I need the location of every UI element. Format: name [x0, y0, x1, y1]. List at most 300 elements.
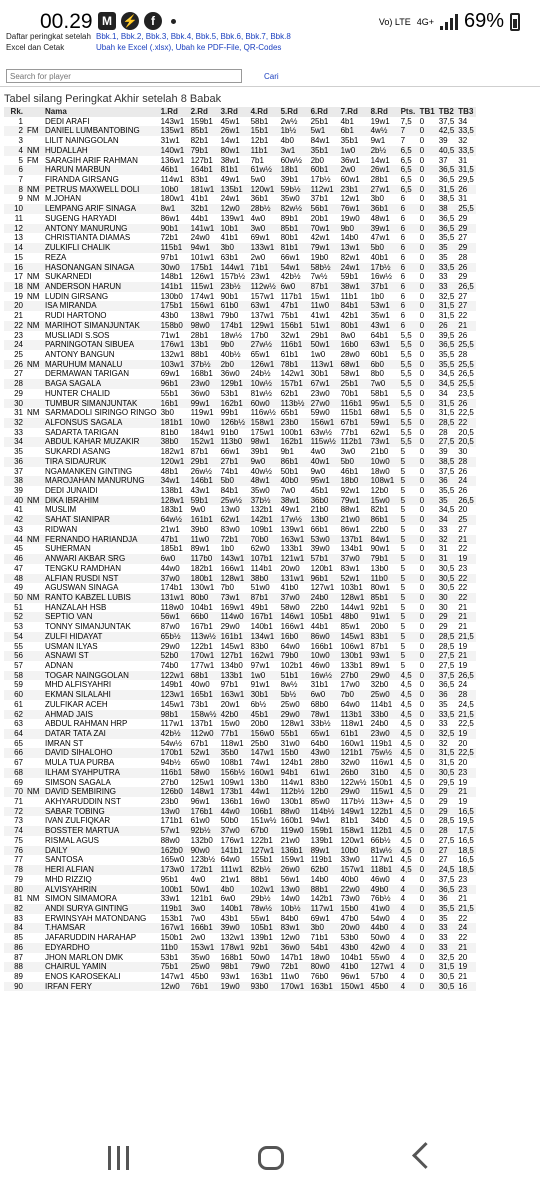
- table-cell: 0: [419, 699, 425, 709]
- table-cell: 4,5: [400, 777, 412, 787]
- player-name: ADNAN: [45, 660, 74, 670]
- table-cell: 0: [419, 243, 425, 253]
- rankings-links[interactable]: Bbk.1, Bbk.2, Bbk.3, Bbk.4, Bbk.5, Bbk.6, Bbk.7, Bbk.8: [96, 32, 291, 41]
- table-cell: 128w1: [160, 495, 185, 505]
- column-header: Rk.: [4, 107, 25, 117]
- table-cell: 36,5: [438, 340, 455, 350]
- table-cell: 5,5: [400, 398, 412, 408]
- table-row: [4, 894, 476, 904]
- table-cell: 33,5: [458, 145, 474, 155]
- table-cell: 163b1: [250, 971, 273, 981]
- table-cell: 17,5: [458, 826, 474, 836]
- table-cell: 144w1: [340, 602, 365, 612]
- table-cell: [25, 204, 43, 214]
- table-cell: 132w1: [220, 933, 245, 943]
- table-cell: 86b1: [370, 515, 389, 525]
- table-cell: 0: [419, 729, 425, 738]
- table-cell: 4: [400, 952, 406, 962]
- table-cell: 18w½: [220, 330, 242, 340]
- table-cell: 112w0: [190, 729, 214, 738]
- table-cell: 63: [14, 719, 23, 729]
- player-name: ABDUL RAHMAN HRP: [45, 719, 128, 729]
- player-name: SUGENG HARYADI: [45, 213, 117, 223]
- table-cell: 142w1: [280, 369, 305, 379]
- player-name: SUHERMAN: [45, 544, 91, 554]
- table-cell: 120w1: [340, 835, 365, 845]
- table-cell: 114w0: [220, 612, 244, 622]
- table-row: [4, 914, 476, 924]
- table-cell: 23b0: [160, 797, 179, 807]
- table-cell: 102b1: [280, 660, 303, 670]
- table-cell: 41: [14, 505, 23, 515]
- table-cell: 59w0: [310, 408, 330, 418]
- table-cell: 55: [14, 641, 23, 651]
- table-cell: 24: [458, 680, 468, 690]
- table-cell: [25, 214, 43, 224]
- table-cell: 24b0: [310, 592, 329, 602]
- table-cell: 16w0: [250, 797, 270, 807]
- table-cell: 31,5: [438, 748, 455, 758]
- table-cell: 61: [14, 699, 23, 709]
- table-cell: 107b1: [250, 554, 273, 564]
- table-cell: 33w1: [160, 894, 180, 904]
- table-cell: 54b1: [310, 942, 329, 952]
- table-cell: 52w1: [340, 573, 360, 583]
- table-cell: [25, 855, 43, 865]
- table-cell: 6: [400, 213, 406, 223]
- table-cell: 130b0: [160, 291, 183, 301]
- table-cell: 26: [14, 359, 23, 369]
- player-name: ZULFI HIDAYAT: [45, 631, 103, 641]
- table-cell: 80b0: [190, 592, 209, 602]
- table-cell: 6w0: [280, 281, 296, 291]
- table-cell: 79: [14, 874, 23, 884]
- table-cell: 81w½: [370, 845, 392, 855]
- table-cell: 2w½: [280, 116, 298, 126]
- search-button[interactable]: Cari: [264, 71, 279, 81]
- table-cell: 0: [419, 388, 425, 398]
- table-cell: 15: [14, 252, 23, 262]
- table-cell: 162w1: [250, 651, 275, 661]
- table-cell: 33: [438, 933, 448, 943]
- table-cell: 34: [14, 437, 23, 447]
- table-row: [4, 136, 476, 146]
- table-cell: 72b1: [220, 534, 239, 544]
- column-header: 5.Rd: [279, 107, 309, 117]
- table-row: [4, 875, 476, 885]
- table-cell: 28: [458, 456, 468, 466]
- table-cell: 0: [419, 126, 425, 136]
- table-cell: 29w0: [370, 670, 390, 680]
- table-cell: 0: [419, 534, 425, 544]
- table-cell: 60w0: [250, 398, 270, 408]
- table-cell: 0: [419, 301, 425, 311]
- table-cell: 93b0: [250, 981, 269, 991]
- table-cell: [25, 437, 43, 447]
- table-cell: 2w0: [250, 252, 266, 262]
- table-cell: 28: [458, 349, 468, 359]
- table-cell: 9: [18, 194, 23, 204]
- table-cell: 29: [438, 787, 448, 797]
- table-cell: 0: [419, 894, 425, 904]
- table-cell: [25, 243, 43, 253]
- table-row: [4, 175, 476, 185]
- table-cell: 113b0: [220, 437, 243, 447]
- table-cell: [25, 923, 43, 933]
- table-cell: [25, 331, 43, 341]
- recent-apps-button[interactable]: [108, 1146, 129, 1170]
- table-cell: 21: [458, 612, 468, 622]
- table-cell: 81b1: [220, 165, 239, 175]
- table-cell: 64b0: [310, 738, 329, 748]
- table-cell: 29,5: [438, 777, 455, 787]
- table-cell: 36,5: [438, 884, 455, 894]
- table-cell: 4,5: [400, 748, 412, 758]
- player-name: AGUSWAN SINAGA: [45, 583, 119, 593]
- table-cell: 0: [419, 962, 425, 972]
- table-cell: 6: [400, 262, 406, 272]
- table-cell: 39w0: [310, 544, 330, 554]
- table-cell: 117b1: [280, 291, 303, 301]
- table-cell: 83: [14, 913, 23, 923]
- table-cell: 0: [419, 281, 425, 291]
- table-cell: 117w1: [310, 903, 334, 913]
- table-cell: 19: [458, 660, 468, 670]
- table-cell: 38b0: [160, 437, 179, 447]
- table-cell: 37b½: [190, 359, 211, 369]
- table-row: [4, 340, 476, 350]
- table-cell: [25, 399, 43, 409]
- table-cell: 4,5: [400, 729, 412, 738]
- table-cell: [25, 739, 43, 749]
- table-cell: 143w1: [220, 554, 245, 564]
- table-row: [4, 117, 476, 127]
- table-cell: 12b0: [310, 787, 329, 797]
- table-cell: 0: [419, 981, 425, 991]
- table-cell: 87: [14, 952, 23, 962]
- table-cell: 37: [14, 466, 23, 476]
- table-cell: 36,5: [438, 680, 455, 690]
- table-cell: 33: [438, 272, 448, 282]
- table-cell: [25, 583, 43, 593]
- table-cell: 79w1: [310, 243, 330, 253]
- table-cell: 160b1: [280, 816, 303, 826]
- table-cell: 4,5: [400, 787, 412, 797]
- player-name: DAILY: [45, 845, 68, 855]
- table-cell: 0: [419, 476, 425, 486]
- player-name: SAHAT SIANIPAR: [45, 515, 110, 525]
- table-cell: [25, 136, 43, 146]
- table-cell: 56w1: [160, 612, 180, 622]
- table-cell: 36,5: [438, 165, 455, 175]
- table-cell: 0: [419, 806, 425, 816]
- table-cell: 27,5: [438, 835, 455, 845]
- table-cell: 4,5: [400, 690, 412, 700]
- table-cell: 18: [14, 281, 23, 291]
- home-button[interactable]: [258, 1146, 284, 1170]
- table-cell: 121b1: [190, 894, 213, 904]
- table-cell: 6: [400, 272, 406, 282]
- table-cell: 38,5: [438, 456, 455, 466]
- table-row: [4, 379, 476, 389]
- table-cell: 180b1: [190, 573, 213, 583]
- table-cell: 121b1: [340, 748, 363, 758]
- table-cell: 43b0: [340, 942, 359, 952]
- table-cell: 128w1: [280, 719, 305, 729]
- table-cell: 0: [419, 447, 425, 457]
- table-cell: 11b1: [340, 291, 358, 301]
- table-cell: 1w0: [250, 670, 266, 680]
- table-cell: 60w1: [340, 175, 360, 185]
- table-cell: 26w1: [220, 126, 240, 136]
- table-cell: 136w1: [160, 155, 185, 165]
- table-cell: 17: [14, 272, 23, 282]
- table-cell: 181b1: [160, 418, 183, 427]
- table-cell: 132b0: [190, 835, 213, 845]
- table-cell: 32b0: [370, 680, 389, 690]
- player-name: TOGAR NAINGGOLAN: [45, 670, 129, 680]
- table-cell: 26: [458, 466, 468, 476]
- table-cell: 176w1: [160, 340, 185, 350]
- table-cell: 22: [14, 320, 23, 330]
- table-cell: 45b1: [250, 709, 269, 719]
- table-cell: 0: [419, 660, 425, 670]
- table-cell: 121w1: [280, 554, 305, 564]
- table-cell: 19,5: [458, 816, 474, 826]
- battery-level: 69%: [463, 10, 504, 32]
- table-cell: 13w1: [340, 243, 360, 253]
- table-cell: 30,5: [438, 767, 455, 777]
- table-cell: 22: [458, 913, 468, 923]
- table-cell: 0: [419, 408, 425, 418]
- table-cell: 28,5: [438, 641, 455, 651]
- table-cell: 24b½: [250, 369, 271, 379]
- table-cell: [25, 457, 43, 467]
- table-cell: 50: [14, 592, 23, 602]
- table-cell: 3b0: [220, 243, 234, 253]
- table-cell: 31,5: [458, 165, 474, 175]
- table-cell: 30w0: [160, 262, 180, 272]
- table-cell: 70: [14, 787, 23, 797]
- table-cell: 75b1: [160, 962, 179, 972]
- table-cell: 18b1: [280, 165, 299, 175]
- table-cell: [25, 865, 43, 875]
- player-name: MARUHUM MANALU: [45, 359, 123, 369]
- table-cell: 0: [419, 116, 425, 126]
- table-cell: 4,5: [400, 826, 412, 836]
- table-cell: 113b1: [340, 709, 363, 719]
- table-cell: NM: [27, 320, 40, 330]
- table-cell: [25, 797, 43, 807]
- table-cell: 6: [400, 194, 406, 204]
- search-input[interactable]: [6, 69, 242, 83]
- table-cell: 29w0: [340, 787, 360, 797]
- table-cell: 61b1: [280, 349, 299, 359]
- player-name: SADARTA TARIGAN: [45, 427, 119, 437]
- table-cell: 33,5: [438, 709, 455, 719]
- table-cell: 133b1: [220, 670, 243, 680]
- table-row: [4, 758, 476, 768]
- table-cell: 92b½: [190, 826, 211, 836]
- table-row: [4, 515, 476, 525]
- table-row: [4, 282, 476, 292]
- table-cell: 49: [14, 583, 23, 593]
- table-cell: 88: [14, 962, 23, 972]
- table-cell: 9w0: [250, 456, 266, 466]
- table-cell: 27: [438, 855, 448, 865]
- table-cell: 0: [419, 427, 425, 437]
- table-cell: 5,5: [400, 388, 412, 398]
- table-cell: 97b1: [160, 252, 179, 262]
- table-cell: 81b0: [160, 427, 179, 437]
- table-cell: 40w1: [310, 456, 330, 466]
- player-name: HARUN MARBUN: [45, 165, 111, 175]
- table-cell: 4: [400, 981, 406, 991]
- table-cell: 21: [458, 622, 468, 632]
- table-cell: [25, 263, 43, 273]
- table-cell: 37,5: [438, 466, 455, 476]
- table-cell: 25b0: [250, 738, 269, 748]
- table-cell: 20: [458, 952, 468, 962]
- table-cell: 95w1: [310, 476, 330, 486]
- table-cell: 156b½: [220, 767, 246, 777]
- table-cell: 47: [14, 563, 23, 573]
- table-cell: 55b1: [160, 388, 179, 398]
- table-cell: [25, 719, 43, 729]
- table-cell: 84: [14, 923, 23, 933]
- table-cell: 62: [14, 709, 23, 719]
- table-cell: 41w0: [370, 903, 390, 913]
- table-row: [4, 826, 476, 836]
- table-cell: 51b1: [280, 670, 299, 680]
- table-cell: 48: [14, 573, 23, 583]
- table-cell: 5,5: [400, 408, 412, 418]
- table-cell: 29: [438, 797, 448, 807]
- table-cell: 76b½: [370, 894, 391, 904]
- table-cell: 14w0: [280, 894, 300, 904]
- table-cell: [25, 758, 43, 768]
- table-cell: 0: [419, 680, 425, 690]
- table-cell: 167w1: [160, 923, 185, 933]
- table-cell: 123b½: [190, 855, 216, 865]
- table-row: [4, 457, 476, 467]
- table-cell: 33,5: [458, 126, 474, 136]
- table-cell: [25, 574, 43, 584]
- table-cell: 85b1: [190, 126, 209, 136]
- table-cell: 31b1: [310, 680, 329, 690]
- table-cell: 74b0: [160, 660, 179, 670]
- table-cell: 37w0: [160, 573, 180, 583]
- table-cell: 34: [458, 116, 468, 126]
- table-cell: 57b1: [310, 554, 329, 564]
- table-cell: 68b0: [310, 699, 329, 709]
- table-cell: 22b0: [310, 602, 329, 612]
- table-cell: 54w0: [370, 913, 390, 923]
- table-cell: 86b1: [280, 456, 299, 466]
- table-row: [4, 369, 476, 379]
- table-cell: 75: [14, 835, 23, 845]
- table-cell: NM: [27, 592, 40, 602]
- table-cell: 20b0: [250, 719, 269, 729]
- table-cell: 0: [419, 738, 425, 748]
- table-cell: 4: [400, 894, 406, 904]
- table-cell: 65w0: [190, 758, 210, 768]
- table-cell: 27: [14, 369, 23, 379]
- table-cell: 21w1: [220, 874, 240, 884]
- table-cell: 55b1: [280, 729, 299, 738]
- table-cell: 26b0: [340, 767, 359, 777]
- table-row: [4, 972, 476, 982]
- table-cell: 28b1: [190, 330, 209, 340]
- table-cell: 27: [458, 524, 468, 534]
- table-cell: 28b0: [310, 758, 329, 768]
- table-cell: 10w½: [250, 379, 272, 389]
- table-cell: 66: [14, 748, 23, 758]
- table-cell: 46w0: [370, 874, 390, 884]
- table-cell: 5: [400, 505, 406, 515]
- table-cell: 21: [458, 602, 468, 612]
- table-cell: 34,5: [438, 379, 455, 389]
- table-cell: 16,5: [458, 855, 474, 865]
- player-name: HUNTER CHALID: [45, 388, 110, 398]
- table-cell: 182b1: [190, 563, 213, 573]
- table-cell: 83w0: [220, 524, 240, 534]
- table-cell: 166b1: [190, 923, 213, 933]
- table-cell: 29: [458, 213, 468, 223]
- table-cell: 82: [14, 903, 23, 913]
- table-cell: 26,5: [458, 369, 474, 379]
- table-cell: 33b½: [310, 719, 331, 729]
- table-cell: 0: [419, 369, 425, 379]
- divider: [0, 86, 540, 87]
- table-cell: 0: [419, 145, 425, 155]
- table-cell: 133w1: [250, 243, 275, 253]
- table-cell: 125w1: [190, 777, 215, 787]
- table-cell: 108w1: [370, 476, 395, 486]
- table-cell: 48w1: [250, 476, 270, 486]
- table-row: [4, 146, 476, 156]
- table-cell: 119b1: [370, 738, 393, 748]
- player-name: ZULFIKAR ACEH: [45, 699, 108, 709]
- table-cell: 44w1: [250, 787, 270, 797]
- table-cell: 5w1: [310, 126, 326, 136]
- table-cell: 174w1: [190, 291, 215, 301]
- table-cell: 0: [419, 418, 425, 427]
- table-cell: 27,5: [438, 437, 455, 447]
- table-cell: 3b0: [160, 408, 174, 418]
- table-cell: 18w0: [370, 466, 390, 476]
- player-name: REZA: [45, 252, 67, 262]
- table-cell: 139w1: [280, 524, 305, 534]
- player-name: ANDERSON HARUN: [45, 281, 122, 291]
- table-cell: 2b½: [370, 145, 387, 155]
- table-cell: 34w1: [160, 476, 180, 486]
- table-cell: 131w1: [160, 592, 185, 602]
- page-links: [6, 31, 291, 53]
- table-cell: 65b½: [160, 631, 181, 641]
- table-cell: 172b1: [190, 865, 213, 875]
- table-cell: 58b1: [370, 388, 389, 398]
- table-cell: 118w1: [220, 738, 244, 748]
- table-cell: 53b1: [220, 388, 239, 398]
- export-links[interactable]: Ubah ke Excel (.xlsx), Ubah ke PDF-File, QR-Codes: [96, 43, 282, 52]
- table-cell: 0: [419, 787, 425, 797]
- table-cell: 1b½: [280, 126, 297, 136]
- table-cell: [25, 671, 43, 681]
- table-cell: 140w1: [160, 145, 185, 155]
- player-name: SABAR TOBING: [45, 806, 105, 816]
- table-cell: 13b0: [370, 563, 389, 573]
